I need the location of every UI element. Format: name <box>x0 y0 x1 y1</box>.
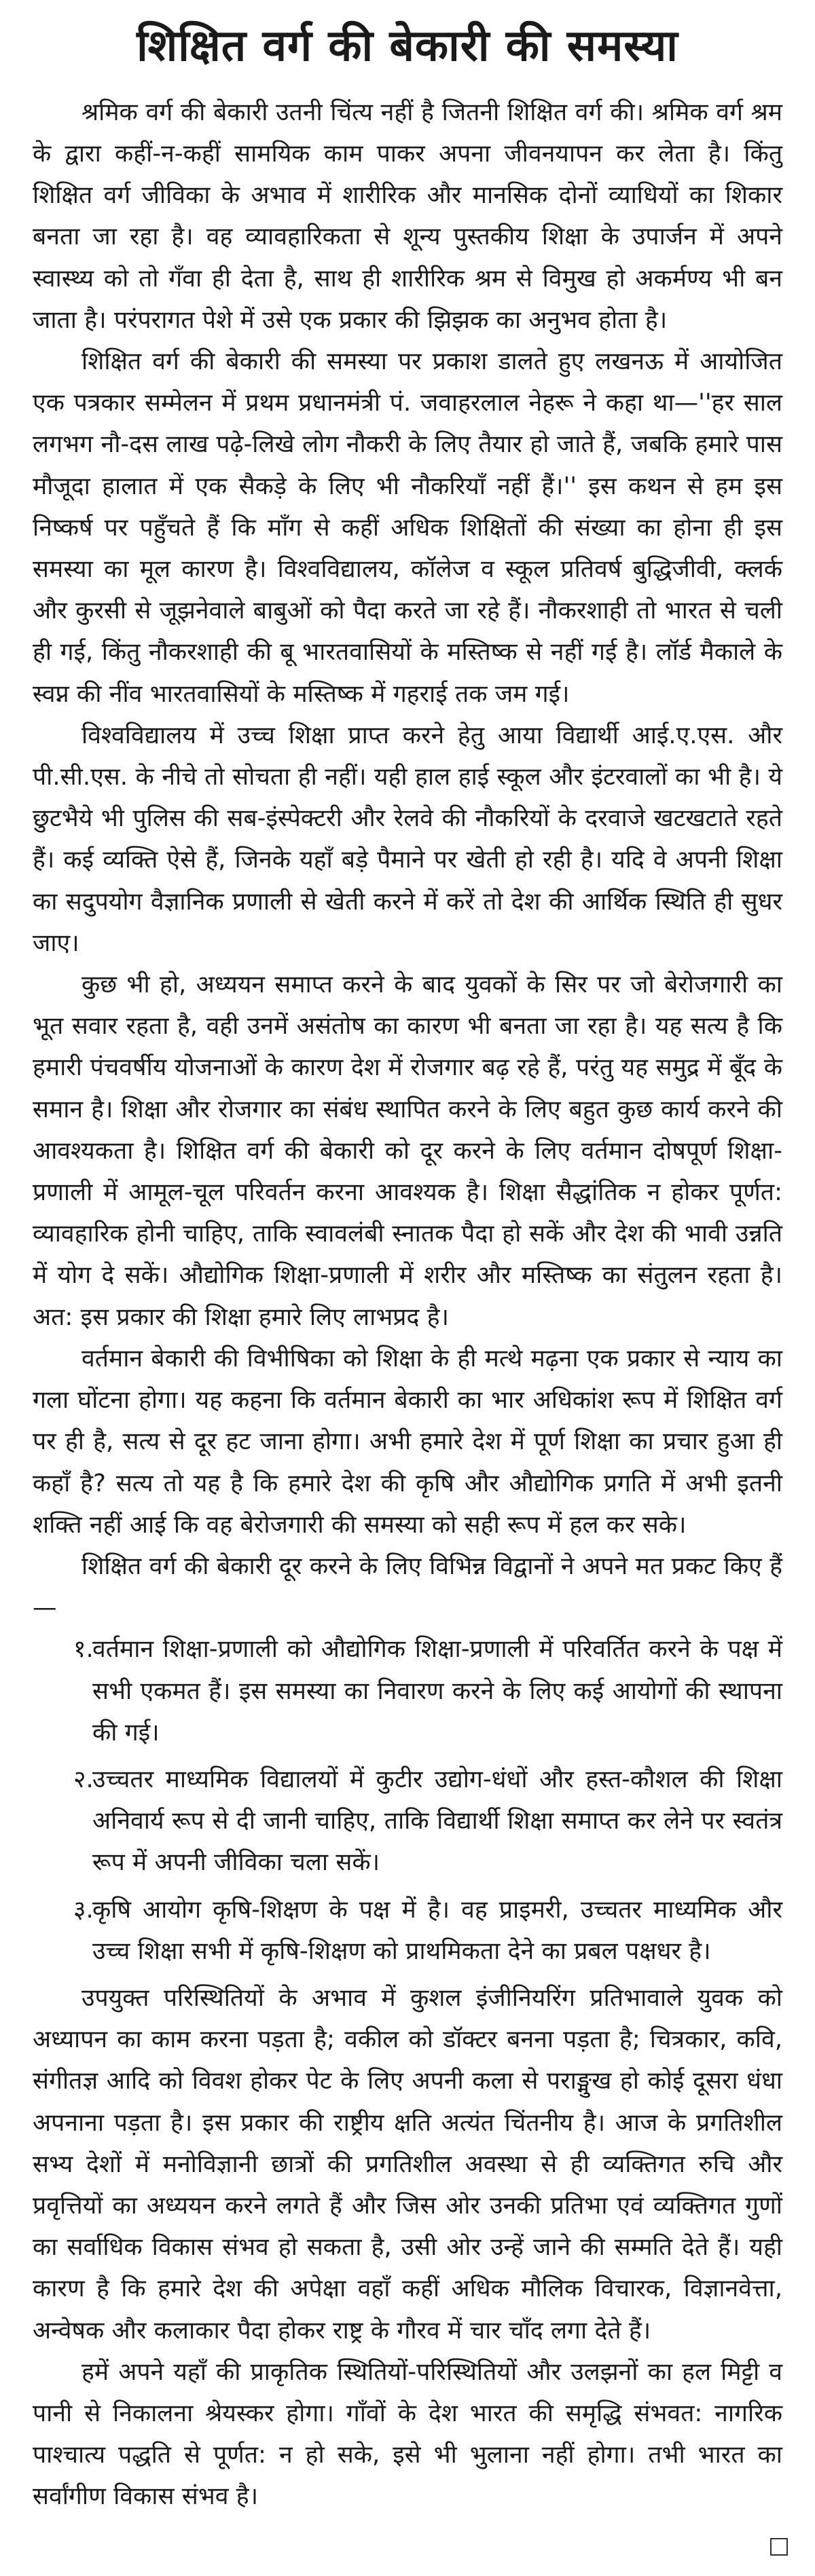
opinion-list <box>33 1628 782 1972</box>
paragraph-5: वर्तमान बेकारी की विभीषिका को शिक्षा के ही मत्थे मढ़ना एक प्रकार से न्याय का गला घोंटना होगा। यह कहना कि वर्तमान बेकारी का भार अधिकांश रूप में शिक्षित वर्ग पर ही है, सत्य से दूर हट जाना होगा। अभी हमारे देश में पूर्ण शिक्षा का प्रचार हुआ ही कहाँ है? सत्य तो यह है कि हमारे देश की कृषि और औद्योगिक प्रगति में अभी इतनी शक्ति नहीं आई कि वह बेरोजगारी की समस्या को सही रूप में हल कर सके। <box>33 1344 782 1539</box>
paragraph-7: उपयुक्त परिस्थितियों के अभाव में कुशल इंजीनियरिंग प्रतिभावाले युवक को अध्यापन का काम करना पड़ता है; वकील को डॉक्टर बनना पड़ता है; चित्रकार, कवि, संगीतज्ञ आदि को विवश होकर पेट के लिए अपनी कला से पराङ्मुख हो कोई दूसरा धंधा अपनाना पड़ता है। इस प्रकार की राष्ट्रीय क्षति अत्यंत चिंतनीय है। आज के प्रगतिशील सभ्य देशों में मनोविज्ञानी छात्रों की प्रगतिशील अवस्था से ही व्यक्तिगत रुचि और प्रवृत्तियों का अध्ययन करने लगते हैं और जिस ओर उनकी प्रतिभा एवं व्यक्तिगत गुणों का सर्वाधिक विकास संभव हो सकता है, उसी ओर उन्हें जाने की सम्मति देते हैं। यही कारण है कि हमारे देश की अपेक्षा वहाँ कहीं अधिक मौलिक विचारक, विज्ञानवेत्ता, अन्वेषक और कलाकार पैदा होकर राष्ट्र के गौरव में चार चाँद लगा देते हैं। <box>33 1983 782 2345</box>
paragraph-8: हमें अपने यहाँ की प्राकृतिक स्थितियों-परिस्थितियों और उलझनों का हल मिट्टी व पानी से निकालना श्रेयस्कर होगा। गाँवों के देश भारत की समृद्धि संभवत: नागरिक पाश्चात्य पद्धति से पूर्णत: न हो सके, इसे भी भुलाना नहीं होगा। तभी भारत का सर्वांगीण विकास संभव है। <box>33 2357 782 2511</box>
paragraph-2: शिक्षित वर्ग की बेकारी की समस्या पर प्रकाश डालते हुए लखनऊ में आयोजित एक पत्रकार सम्मेलन में प्रथम प्रधानमंत्री पं. जवाहरलाल नेहरू ने कहा था—''हर साल लगभग नौ-दस लाख पढ़े-लिखे लोग नौकरी के लिए तैयार हो जाते हैं, जबकि हमारे पास मौजूदा हालात में एक सैकड़े के लिए भी नौकरियाँ नहीं हैं।'' इस कथन से हम इस निष्कर्ष पर पहुँचते हैं कि माँग से कहीं अधिक शिक्षितों की संख्या का होना ही इस समस्या का मूल कारण है। विश्वविद्यालय, कॉलेज व स्कूल प्रतिवर्ष बुद्धिजीवी, क्लर्क और कुरसी से जूझनेवाले बाबुओं को पैदा करते जा रहे हैं। नौकरशाही तो भारत से चली ही गई, किंतु नौकरशाही की बू भारतवासियों के मस्तिष्क से नहीं गई है। लॉर्ड मैकाले के स्वप्न की नींव भारतवासियों के मस्तिष्क में गहराई तक जम गई। <box>33 348 782 708</box>
list-item-number: २. <box>73 1765 94 1793</box>
list-item <box>33 1759 782 1884</box>
page-title: शिक्षित वर्ग की बेकारी की समस्या <box>137 21 678 71</box>
paragraph-4: कुछ भी हो, अध्ययन समाप्त करने के बाद युवकों के सिर पर जो बेरोजगारी का भूत सवार रहता है, वही उनमें असंतोष का कारण भी बनता जा रहा है। यह सत्य है कि हमारी पंचवर्षीय योजनाओं के कारण देश में रोजगार बढ़ रहे हैं, परंतु यह समुद्र में बूँद के समान है। शिक्षा और रोजगार का संबंध स्थापित करने के लिए बहुत कुछ कार्य करने की आवश्यकता है। शिक्षित वर्ग की बेकारी को दूर करने के लिए वर्तमान दोषपूर्ण शिक्षा-प्रणाली में आमूल-चूल परिवर्तन करना आवश्यक है। शिक्षा सैद्धांतिक न होकर पूर्णत: व्यावहारिक होनी चाहिए, ताकि स्वावलंबी स्नातक पैदा हो सकें और देश की भावी उन्नति में योग दे सकें। औद्योगिक शिक्षा-प्रणाली में शरीर और मस्तिष्क का संतुलन रहता है। अत: इस प्रकार की शिक्षा हमारे लिए लाभप्रद है। <box>33 971 782 1331</box>
list-item-text: कृषि आयोग कृषि-शिक्षण के पक्ष में है। वह प्राइमरी, उच्चतर माध्यमिक और उच्च शिक्षा सभी में कृषि-शिक्षण को प्राथमिकता देने का प्रबल पक्षधर है। <box>92 1895 782 1965</box>
list-item-text: उच्चतर माध्यमिक विद्यालयों में कुटीर उद्योग-धंधों और हस्त-कौशल की शिक्षा अनिवार्य रूप से दी जानी चाहिए, ताकि विद्यार्थी शिक्षा समाप्त कर लेने पर स्वतंत्र रूप में अपनी जीविका चला सकें। <box>92 1765 782 1877</box>
paragraph-6: शिक्षित वर्ग की बेकारी दूर करने के लिए विभिन्न विद्वानों ने अपने मत प्रकट किए हैं— <box>33 1552 782 1622</box>
list-item-text: वर्तमान शिक्षा-प्रणाली को औद्योगिक शिक्षा-प्रणाली में परिवर्तित करने के पक्ष में सभी एकमत हैं। इस समस्या का निवारण करने के लिए कई आयोगों की स्थापना की गई। <box>92 1635 783 1747</box>
list-item <box>33 1889 782 1972</box>
paragraph-3: विश्वविद्यालय में उच्च शिक्षा प्राप्त करने हेतु आया विद्यार्थी आई.ए.एस. और पी.सी.एस. के नीचे तो सोचता ही नहीं। यही हाल हाई स्कूल और इंटरवालों का भी है। ये छुटभैये भी पुलिस की सब-इंस्पेक्टरी और रेलवे की नौकरियों के दरवाजे खटखटाते रहते हैं। कई व्यक्ति ऐसे हैं, जिनके यहाँ बड़े पैमाने पर खेती हो रही है। यदि वे अपनी शिक्षा का सदुपयोग वैज्ञानिक प्रणाली से खेती करने में करें तो देश की आर्थिक स्थिति ही सुधर जाए। <box>33 721 782 957</box>
list-item <box>33 1628 782 1753</box>
paragraph-1: श्रमिक वर्ग की बेकारी उतनी चिंत्य नहीं है जितनी शिक्षित वर्ग की। श्रमिक वर्ग श्रम के द्वारा कहीं-न-कहीं सामयिक काम पाकर अपना जीवनयापन कर लेता है। किंतु शिक्षित वर्ग जीविका के अभाव में शारीरिक और मानसिक दोनों व्याधियों का शिकार बनता जा रहा है। वह व्यावहारिकता से शून्य पुस्तकीय शिक्षा के उपार्जन में अपने स्वास्थ्य को तो गँवा ही देता है, साथ ही शारीरिक श्रम से विमुख हो अकर्मण्य भी बन जाता है। परंपरागत पेशे में उसे एक प्रकार की झिझक का अनुभव होता है। <box>33 98 782 334</box>
list-item-number: १. <box>73 1635 94 1664</box>
end-mark-square <box>770 2538 788 2556</box>
list-item-number: ३. <box>73 1895 94 1924</box>
